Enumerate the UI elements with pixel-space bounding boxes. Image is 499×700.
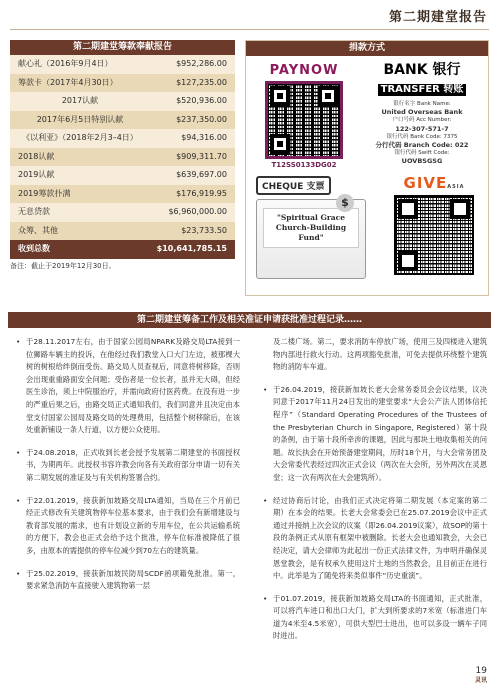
page-title: 第二期建堂报告 bbox=[388, 10, 487, 25]
donation-row bbox=[10, 185, 235, 204]
donation-row-value: $6,960,000.00 bbox=[168, 207, 227, 216]
donation-row bbox=[10, 129, 235, 148]
total-label: 收到总数 bbox=[18, 244, 50, 253]
donation-row-value: $23,733.50 bbox=[181, 225, 227, 235]
bank-info-line: 122-307-571-7 bbox=[395, 124, 449, 133]
donation-row-label: 众筹、其他 bbox=[18, 225, 58, 235]
bullet-icon: • bbox=[16, 337, 21, 346]
donation-row-label: 2019筹款扑满 bbox=[18, 188, 71, 198]
bank-info-line: UOVBSGSG bbox=[401, 157, 443, 166]
donation-row-value: $909,311.70 bbox=[176, 151, 227, 161]
donation-report bbox=[10, 40, 235, 271]
right-column bbox=[259, 336, 487, 653]
donation-methods bbox=[245, 40, 489, 296]
cheque-icon bbox=[256, 199, 366, 279]
donation-row bbox=[10, 92, 235, 111]
bank-info-line: 银行代码 Swift Code: bbox=[394, 150, 450, 157]
article-columns bbox=[12, 336, 487, 653]
cheque-payee: "Spiritual Grace Church-Building Fund" bbox=[263, 208, 359, 248]
paynow-uen: T12SS0133DG02 bbox=[271, 161, 337, 169]
bank-transfer-block bbox=[362, 63, 482, 166]
article-item-text: 于25.02.2019，接获新加坡民防局SCDF函项籍免批准。第一，要求紧急消防车直接驶入建筑物第一层 bbox=[26, 568, 240, 591]
left-column bbox=[12, 336, 240, 653]
bullet-icon: • bbox=[263, 384, 268, 394]
bank-info bbox=[362, 100, 482, 166]
donation-row bbox=[10, 166, 235, 185]
publication-label: 灵讯 bbox=[474, 677, 487, 684]
article-item-text: 于26.04.2019，接获新加坡长老大会常务委员会会议结果，议决同意于2017年11月24日发出的建堂要求“大会公产法人团体信托程序”（Standard Operating Procedures of the Trustees of the Presbyterian Church in Singapore, Registered）第十段的条例，由于第十段所牵涉的课题，因此与那块土地收集相关的问题。故长执会在开始预备建堂期间，历时18个月，与大会常务团及大会常委代表经过四次正式会议（两次在大会所，另外两次在灵恩堂；这一次有两次在大会建筑所）。 bbox=[273, 384, 487, 482]
article-item-text: 经过协商后讨论，由我们正式决定将第二期发展（本定案的第二期）在本会的结果。长老大会常委会已在25.07.2019会议中正式通过并接纳上次会议的议案（即26.04.2019议案），故SOP的第十段的条例正式从原有框架中被删除。长老大会也通知教会，大会已经决定，请大会律师为此起出一份正式法律文件，为申明并确保灵恩堂教会，是有权承久使用这片土地的当然教会，且目前正在进行中。此举是为了随免将来类似事件“历史重演”。 bbox=[273, 495, 487, 581]
donation-row-label: 献心礼（2016年9月4日） bbox=[18, 59, 113, 68]
article-item bbox=[259, 495, 487, 583]
bullet-icon: • bbox=[16, 568, 21, 578]
article-item bbox=[12, 495, 240, 558]
article-item bbox=[259, 336, 487, 374]
cheque-tag: CHEQUE 支票 bbox=[256, 176, 331, 195]
donation-report-title: 第二期建堂筹款奉献报告 bbox=[10, 40, 235, 55]
donation-row-label: 2018认献 bbox=[18, 151, 55, 161]
bullet-icon: • bbox=[16, 447, 21, 457]
donation-row bbox=[10, 111, 235, 130]
page-number-value: 19 bbox=[475, 666, 487, 676]
donation-row bbox=[10, 74, 235, 93]
bank-info-line: 银行代码 Bank Code: 7375 bbox=[386, 133, 458, 140]
bank-info-line: 户口号码 Acc Number: bbox=[392, 117, 452, 124]
donation-row bbox=[10, 222, 235, 241]
article-item-text: 于28.11.2017左右，由于国家公园局NPARK及路交局LTA接到一位狮路车辆主的投诉，在他经过我们教堂入口大门左边，被那棵大树的树根给绊倒而受伤。路交局人员查视后，同意将树移除，否则会出现重重路面安全问题；受伤者是一位长者，虽并无大碍，但经医生诊治，须上中院服治疗，并需向政府付医药费。在没有进一步的严重后果之后，由路交局正式通知我们，我们同意并且决定由本堂支付国家公园局及路交局的处理费用，包括整个树移除后，在该处重新铺设一条人行道，以方便公众使用。 bbox=[26, 337, 240, 435]
bullet-icon: • bbox=[263, 593, 268, 603]
article-item bbox=[12, 336, 240, 437]
donation-report-total bbox=[10, 240, 235, 259]
header-divider bbox=[10, 29, 489, 30]
bank-logo-line1: BANK 银行 bbox=[383, 62, 461, 78]
bullet-icon: • bbox=[16, 495, 21, 505]
bank-info-line: 分行代码 Branch Code: 022 bbox=[375, 141, 469, 150]
dollar-icon: $ bbox=[336, 194, 354, 212]
donation-row-value: $127,235.00 bbox=[176, 77, 227, 87]
donation-row-label: 2019认献 bbox=[18, 170, 55, 179]
donation-row-label: 2017年6月5日特别认献 bbox=[36, 114, 124, 124]
paynow-block bbox=[256, 63, 352, 169]
article-item bbox=[259, 593, 487, 643]
article-item-text: 于22.01.2019，接获新加坡路交局LTA通知，当局在三个月前已经正式修改有关建筑物停车位基本要求，由于我们会有新增建设与教育部发展的需求，也有计划设立新的专用车位，在公共运输系统的方便下，教会也正式会给予这个批准，停车位标准被降低了很多，由原本的需提供的停车位减少到70左右的建筑量。 bbox=[26, 495, 240, 555]
give-logo-sub: ASIA bbox=[447, 184, 465, 190]
paynow-logo: PAYNOW bbox=[269, 63, 339, 78]
bank-info-line: 银行名字 Bank Name: bbox=[393, 101, 451, 107]
donation-methods-title: 捐款方式 bbox=[246, 41, 488, 56]
section-heading: 第二期建堂筹备工作及相关准证申请获批准过程记录…… bbox=[8, 312, 491, 328]
cheque-block bbox=[256, 174, 366, 292]
article-item-text: 于24.08.2018，正式收到长老会授予发展第二期建堂的书面授权书，为期两年。此授权书容许教会向各有关政府部分申请一切有关第二期发展的准证及与有关机构签署合约。 bbox=[26, 447, 240, 482]
donation-row-value: $520,936.00 bbox=[176, 96, 227, 105]
report-remark: 备注：截止于2019年12月30日。 bbox=[10, 261, 116, 270]
bank-info-line: United Overseas Bank bbox=[381, 108, 463, 117]
article-item bbox=[259, 384, 487, 485]
total-value: $10,641,785.15 bbox=[156, 244, 227, 253]
donation-row-label: 2017认献 bbox=[61, 96, 99, 105]
donation-row bbox=[10, 203, 235, 222]
donation-row-value: $176,919.95 bbox=[176, 188, 227, 198]
page-number bbox=[475, 666, 487, 686]
article-item bbox=[12, 568, 240, 593]
give-asia-block bbox=[386, 174, 482, 275]
bank-logo-line2: TRANSFER 转账 bbox=[378, 84, 467, 96]
article-item-text: 于01.07.2019，接获新加坡路交局LTA的书面通知，正式批准，可以将汽车进口和出口大门，扩大到所要求的7米宽（标准进门车道为4米至4.5米宽），可供大型巴士进出，也可以多设一辆车子同时进出。 bbox=[273, 593, 487, 641]
donation-row-value: $237,350.00 bbox=[176, 114, 227, 124]
donation-row-value: $952,286.00 bbox=[176, 59, 227, 68]
bullet-icon: • bbox=[263, 495, 268, 505]
donation-row-label: 《以利亚》（2018年2月3–4日） bbox=[22, 133, 138, 142]
donation-row-label: 筹款卡（2017年4月30日） bbox=[18, 77, 118, 87]
article-item bbox=[12, 447, 240, 485]
paynow-qr-code[interactable] bbox=[265, 81, 343, 159]
donation-row bbox=[10, 55, 235, 74]
give-asia-qr-code[interactable] bbox=[394, 195, 474, 275]
donation-row-label: 无息贷款 bbox=[18, 207, 50, 216]
article-item-text: 及二楼广场。第二，要求消防车停放广场，使用三及四楼进入建筑物内部进行救火行动。这两项豁免批准，可免去提供环绕整个建筑物的消防车车道。 bbox=[273, 337, 487, 372]
donation-row bbox=[10, 148, 235, 167]
donation-row-value: $94,316.00 bbox=[181, 133, 227, 142]
give-asia-logo bbox=[386, 174, 482, 192]
give-logo-text: GIVE bbox=[403, 174, 448, 192]
donation-row-value: $639,697.00 bbox=[176, 170, 227, 179]
